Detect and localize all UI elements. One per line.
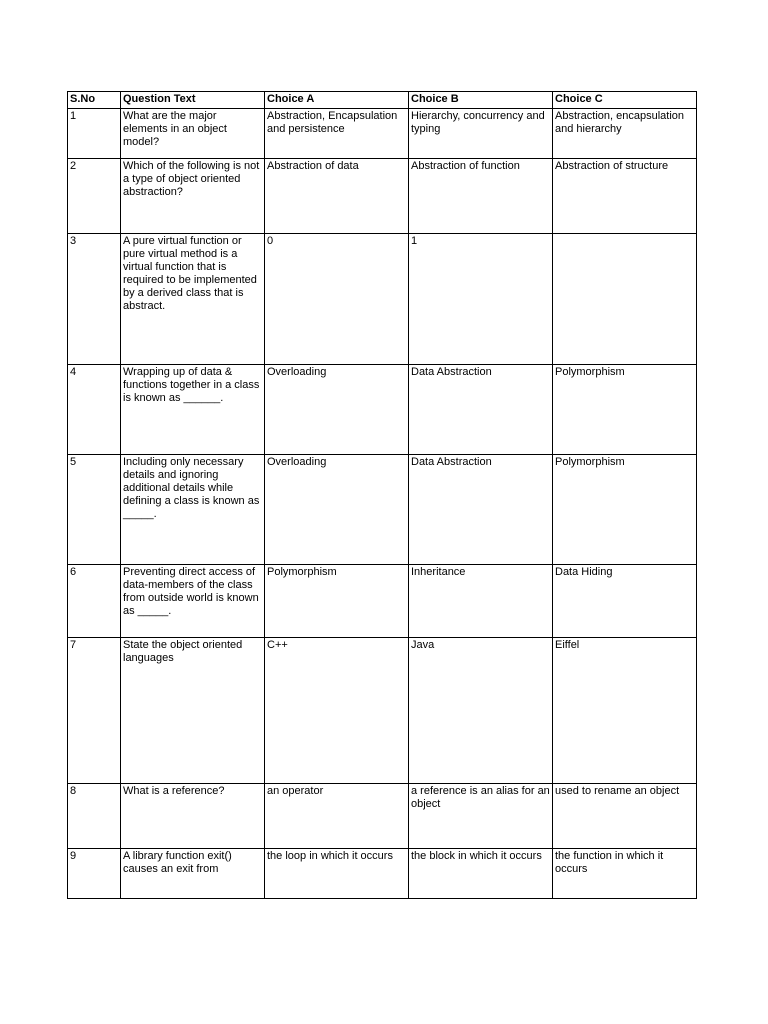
choice-a: Overloading	[265, 365, 409, 455]
row-number: 9	[68, 849, 121, 899]
choice-c: Polymorphism	[553, 455, 697, 565]
row-number: 3	[68, 234, 121, 365]
choice-a: C++	[265, 638, 409, 784]
choice-a: Polymorphism	[265, 565, 409, 638]
choice-c	[553, 234, 697, 365]
table-row	[68, 109, 697, 159]
quiz-table	[67, 91, 697, 899]
choice-b: Data Abstraction	[409, 455, 553, 565]
row-number: 7	[68, 638, 121, 784]
choice-c: Abstraction of structure	[553, 159, 697, 234]
choice-a: an operator	[265, 784, 409, 849]
row-number: 4	[68, 365, 121, 455]
question-text: A pure virtual function or pure virtual method is a virtual function that is required to be implemented by a derived class that is abstract.	[121, 234, 265, 365]
question-text: A library function exit() causes an exit from	[121, 849, 265, 899]
choice-b: Data Abstraction	[409, 365, 553, 455]
header-sno: S.No	[68, 92, 121, 109]
header-choice-a: Choice A	[265, 92, 409, 109]
table-row	[68, 234, 697, 365]
question-text: Including only necessary details and ignoring additional details while defining a class is known as _____.	[121, 455, 265, 565]
header-row	[68, 92, 697, 109]
choice-c: Polymorphism	[553, 365, 697, 455]
question-text: What are the major elements in an object model?	[121, 109, 265, 159]
choice-a: Abstraction of data	[265, 159, 409, 234]
choice-b: 1	[409, 234, 553, 365]
question-text: Preventing direct access of data-members of the class from outside world is known as _____.	[121, 565, 265, 638]
choice-b: the block in which it occurs	[409, 849, 553, 899]
choice-a: Overloading	[265, 455, 409, 565]
choice-c: Eiffel	[553, 638, 697, 784]
choice-a: Abstraction, Encapsulation and persistence	[265, 109, 409, 159]
table-row	[68, 638, 697, 784]
header-choice-b: Choice B	[409, 92, 553, 109]
choice-c: Data Hiding	[553, 565, 697, 638]
table-row	[68, 849, 697, 899]
table-row	[68, 455, 697, 565]
question-text: Wrapping up of data & functions together in a class is known as ______.	[121, 365, 265, 455]
header-choice-c: Choice C	[553, 92, 697, 109]
table-row	[68, 784, 697, 849]
row-number: 6	[68, 565, 121, 638]
choice-a: 0	[265, 234, 409, 365]
choice-b: Inheritance	[409, 565, 553, 638]
header-question: Question Text	[121, 92, 265, 109]
choice-c: Abstraction, encapsulation and hierarchy	[553, 109, 697, 159]
choice-a: the loop in which it occurs	[265, 849, 409, 899]
question-text: Which of the following is not a type of object oriented abstraction?	[121, 159, 265, 234]
choice-b: a reference is an alias for an object	[409, 784, 553, 849]
choice-b: Java	[409, 638, 553, 784]
table-row	[68, 159, 697, 234]
row-number: 5	[68, 455, 121, 565]
choice-b: Hierarchy, concurrency and typing	[409, 109, 553, 159]
row-number: 1	[68, 109, 121, 159]
question-text: State the object oriented languages	[121, 638, 265, 784]
choice-b: Abstraction of function	[409, 159, 553, 234]
table-row	[68, 565, 697, 638]
table-row	[68, 365, 697, 455]
choice-c: used to rename an object	[553, 784, 697, 849]
row-number: 2	[68, 159, 121, 234]
row-number: 8	[68, 784, 121, 849]
question-text: What is a reference?	[121, 784, 265, 849]
choice-c: the function in which it occurs	[553, 849, 697, 899]
